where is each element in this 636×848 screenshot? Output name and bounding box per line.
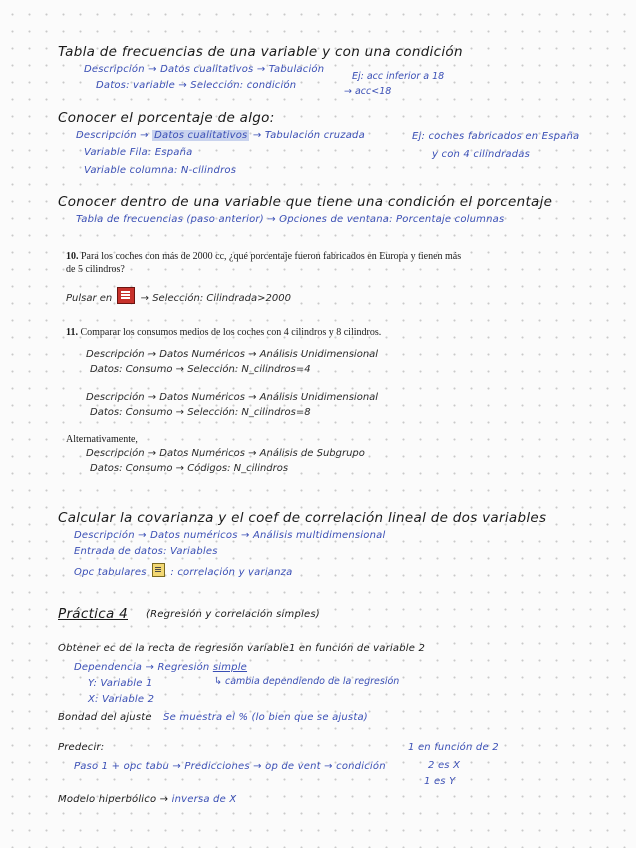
porcentaje-step-3: Variable columna: N-cilindros xyxy=(84,165,237,176)
question-11-number: 11. xyxy=(66,327,78,338)
question-11-a-line-1: Descripción → Datos Numéricos → Análisis Unidimensional xyxy=(86,349,379,360)
section-title-covarianza: Calcular la covarianza y el coef de correlación lineal de dos variables xyxy=(58,510,547,526)
covarianza-step-3 xyxy=(74,563,292,578)
data-options-icon xyxy=(117,287,135,304)
regresion-x-variable: X: Variable 2 xyxy=(88,694,155,705)
practica-4-subtitle: (Regresión y correlación simples) xyxy=(146,609,320,620)
frecuencias-step-2: Datos: variable → Selección: condición xyxy=(96,80,297,91)
modelo-hiperbolico xyxy=(58,794,236,805)
bondad-ajuste-label: Bondad del ajuste xyxy=(58,712,152,723)
opc-tabulares-label: Opc tabulares xyxy=(74,567,147,578)
porcentaje-example-1: Ej: coches fabricados en España xyxy=(412,131,580,142)
question-11-c-line-1: Descripción → Datos Numéricos → Análisis de Subgrupo xyxy=(86,448,365,459)
porcentaje-step-1a: Descripción → xyxy=(76,130,149,141)
frecuencias-example-condition: → acc<18 xyxy=(344,86,392,97)
pulsar-label: Pulsar en xyxy=(66,293,113,304)
question-11-c-line-2: Datos: Consumo → Códigos: N_cilindros xyxy=(90,463,289,474)
correlacion-varianza-label: : correlación y varianza xyxy=(170,567,293,578)
question-10-text-2: de 5 cilindros? xyxy=(66,264,125,275)
modelo-hiperbolico-label: Modelo hiperbólico → xyxy=(58,794,169,805)
porcentaje-step-2: Variable Fila: España xyxy=(84,147,193,158)
question-10 xyxy=(66,251,461,262)
regresion-step-1 xyxy=(74,662,247,673)
tabular-options-icon xyxy=(152,563,165,577)
question-10-text-1: Para los coches con más de 2000 cc, ¿qué porcentaje fueron fabricados en Europa y tienen más xyxy=(81,251,462,262)
question-11-b-line-2: Datos: Consumo → Selección: N_cilindros=8 xyxy=(90,407,311,418)
porcentaje-example-2: y con 4 cilindradas xyxy=(432,149,531,160)
predecir-label: Predecir: xyxy=(58,742,105,753)
dependencia-regresion: Dependencia → Regresión xyxy=(74,662,210,673)
porcentaje-step-1b: → Tabulación cruzada xyxy=(252,130,365,141)
covarianza-step-1: Descripción → Datos numéricos → Análisis multidimensional xyxy=(74,530,386,541)
section-title-frecuencias: Tabla de frecuencias de una variable y con una condición xyxy=(58,44,463,60)
question-11-text: Comparar los consumos medios de los coches con 4 cilindros y 8 cilindros. xyxy=(80,327,382,338)
predecir-y: 1 es Y xyxy=(424,776,456,787)
regresion-objective: Obtener ec de la recta de regresión variable1 en función de variable 2 xyxy=(58,643,426,654)
question-11-b-line-1: Descripción → Datos Numéricos → Análisis Unidimensional xyxy=(86,392,379,403)
regresion-note: ↳ cambia dependiendo de la regresión xyxy=(214,676,400,687)
predecir-relation: 1 en función de 2 xyxy=(408,742,499,753)
highlighted-datos-cualitativos: Datos cualitativos xyxy=(154,130,248,141)
porcentaje-step-1 xyxy=(76,130,365,141)
simple-label: simple xyxy=(212,662,248,673)
predecir-step-1: Paso 1 + opc tabu → Predicciones → op de vent → condición xyxy=(74,761,386,772)
covarianza-step-2: Entrada de datos: Variables xyxy=(74,546,218,557)
section-title-condicion-porcentaje: Conocer dentro de una variable que tiene una condición el porcentaje xyxy=(58,194,553,210)
section-title-porcentaje: Conocer el porcentaje de algo: xyxy=(58,110,275,126)
bondad-ajuste-note: Se muestra el % (lo bien que se ajusta) xyxy=(163,712,368,723)
seleccion-label: → Selección: Cilindrada>2000 xyxy=(140,293,291,304)
bondad-ajuste xyxy=(58,712,368,723)
practica-4-title: Práctica 4 xyxy=(58,606,129,622)
question-11 xyxy=(66,327,381,338)
question-11-a-line-2: Datos: Consumo → Selección: N_cilindros=4 xyxy=(90,364,311,375)
predecir-x: 2 es X xyxy=(428,760,461,771)
question-10-answer xyxy=(66,287,291,304)
condicion-porcentaje-step-1: Tabla de frecuencias (paso anterior) → Opciones de ventana: Porcentaje columnas xyxy=(76,214,505,225)
frecuencias-step-1: Descripción → Datos cualitativos → Tabulación xyxy=(84,64,325,75)
frecuencias-example: Ej: acc inferior a 18 xyxy=(352,71,445,82)
question-10-number: 10. xyxy=(66,251,79,262)
inversa-x-label: inversa de X xyxy=(171,794,237,805)
regresion-y-variable: Y: Variable 1 xyxy=(88,678,153,689)
alternativamente-label: Alternativamente, xyxy=(66,434,138,445)
